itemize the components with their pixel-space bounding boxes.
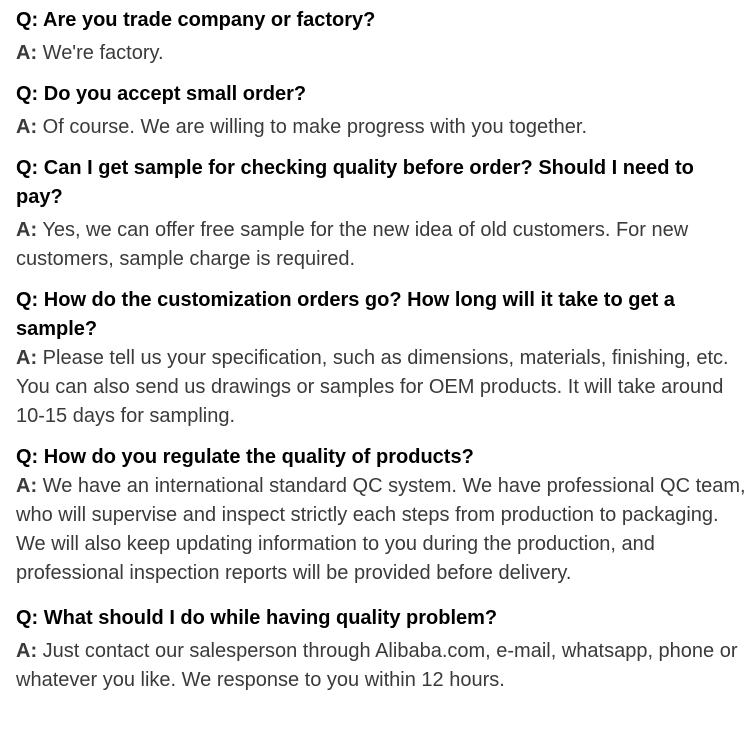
question-prefix: Q: <box>16 9 39 31</box>
faq-item <box>16 604 746 695</box>
question-text: How do you regulate the quality of products? <box>43 446 474 468</box>
answer-text: Just contact our salesperson through Alibaba.com, e-mail, whatsapp, phone or whatever you like. We response to you within 12 hours. <box>16 640 738 691</box>
answer-text: We have an international standard QC system. We have professional QC team, who will supervise and inspect strictly each steps from production to packaging. We will also keep updating information to you during the production, and professional inspection reports will be provided before delivery. <box>16 475 746 584</box>
question-text: Are you trade company or factory? <box>43 9 376 31</box>
question-prefix: Q: <box>16 446 39 468</box>
answer-prefix: A: <box>16 42 38 64</box>
faq-item <box>16 6 746 68</box>
faq-question <box>16 286 746 344</box>
question-text: What should I do while having quality problem? <box>43 607 498 629</box>
faq-answer <box>16 216 746 274</box>
answer-prefix: A: <box>16 219 38 241</box>
answer-prefix: A: <box>16 640 38 662</box>
question-text: How do the customization orders go? How long will it take to get a sample? <box>16 289 675 340</box>
question-prefix: Q: <box>16 83 39 105</box>
question-prefix: Q: <box>16 289 39 311</box>
faq-item <box>16 154 746 274</box>
faq-answer <box>16 39 746 68</box>
answer-prefix: A: <box>16 347 38 369</box>
faq-question <box>16 154 746 212</box>
answer-prefix: A: <box>16 475 38 497</box>
faq-item <box>16 286 746 431</box>
faq-answer <box>16 637 746 695</box>
answer-text: Of course. We are willing to make progress with you together. <box>42 116 587 138</box>
faq-question <box>16 604 746 633</box>
answer-text: Yes, we can offer free sample for the new idea of old customers. For new customers, sample charge is required. <box>16 219 689 270</box>
question-text: Do you accept small order? <box>43 83 307 105</box>
faq-question <box>16 443 746 472</box>
answer-prefix: A: <box>16 116 38 138</box>
question-text: Can I get sample for checking quality before order? Should I need to pay? <box>16 157 694 208</box>
faq-item <box>16 443 746 588</box>
faq-answer <box>16 113 746 142</box>
faq-answer <box>16 344 746 431</box>
faq-item <box>16 80 746 142</box>
question-prefix: Q: <box>16 607 39 629</box>
faq-question <box>16 80 746 109</box>
faq-list <box>16 6 746 695</box>
faq-question <box>16 6 746 35</box>
answer-text: We're factory. <box>42 42 164 64</box>
answer-text: Please tell us your specification, such as dimensions, materials, finishing, etc. You can also send us drawings or samples for OEM products. It will take around 10-15 days for sampling. <box>16 347 729 427</box>
question-prefix: Q: <box>16 157 39 179</box>
faq-answer <box>16 472 746 588</box>
